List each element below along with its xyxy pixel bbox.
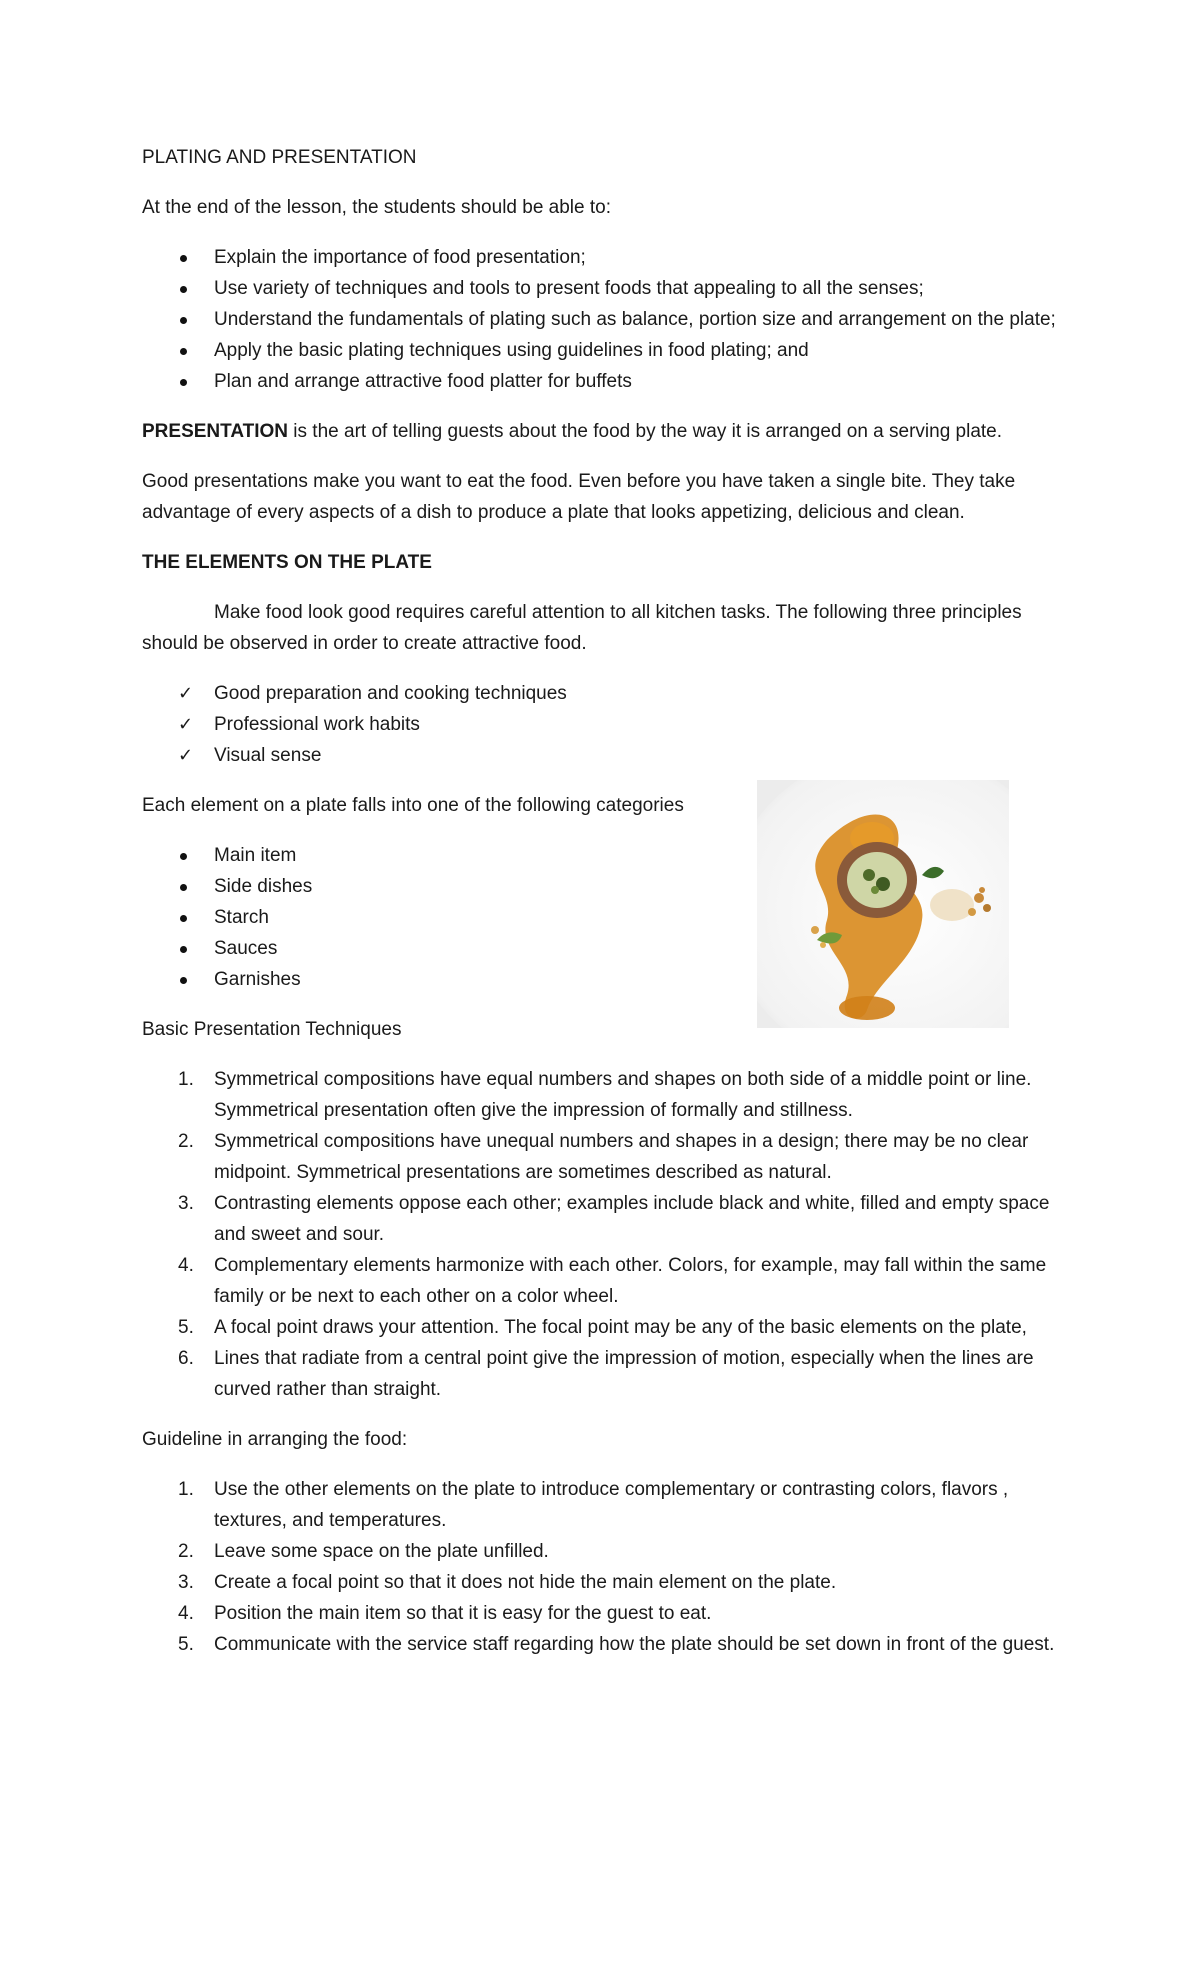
- lesson-intro: At the end of the lesson, the students should be able to:: [142, 197, 611, 218]
- list-item: Sauces: [142, 933, 1062, 964]
- presentation-definition: PRESENTATION is the art of telling guests about the food by the way it is arranged on a serving plate.: [142, 421, 1003, 442]
- list-item: Plan and arrange attractive food platter for buffets: [142, 366, 1062, 397]
- elements-heading: THE ELEMENTS ON THE PLATE: [142, 552, 432, 573]
- techniques-list: [142, 1064, 1062, 1405]
- bullet-icon: [180, 379, 187, 386]
- list-number: 1.: [178, 1069, 194, 1090]
- list-item: 4. Complementary elements harmonize with each other. Colors, for example, may fall within the same family or be next to each other on a color wheel.: [142, 1250, 1062, 1312]
- list-number: 2.: [178, 1131, 194, 1152]
- categories-section: [142, 790, 1062, 1045]
- bullet-icon: [180, 853, 187, 860]
- list-item: 4. Position the main item so that it is easy for the guest to eat.: [142, 1598, 1062, 1629]
- elements-intro: Make food look good requires careful attention to all kitchen tasks. The following three principles should be observed in order to create attractive food.: [142, 602, 1022, 654]
- list-item: 6. Lines that radiate from a central point give the impression of motion, especially when the lines are curved rather than straight.: [142, 1343, 1062, 1405]
- list-item: 3. Contrasting elements oppose each other; examples include black and white, filled and empty space and sweet and sour.: [142, 1188, 1062, 1250]
- good-presentations-paragraph: Good presentations make you want to eat the food. Even before you have taken a single bite. They take advantage of every aspects of a dish to produce a plate that looks appetizing, delicious and clean.: [142, 471, 1016, 523]
- list-number: 4.: [178, 1255, 194, 1276]
- list-item: Main item: [142, 840, 1062, 871]
- list-number: 3.: [178, 1572, 194, 1593]
- objectives-list: [142, 242, 1062, 397]
- list-number: 3.: [178, 1193, 194, 1214]
- list-item: 2. Leave some space on the plate unfilled.: [142, 1536, 1062, 1567]
- check-icon: ✓: [178, 683, 194, 703]
- guidelines-list: [142, 1474, 1062, 1660]
- principles-list: [142, 678, 1062, 771]
- list-number: 4.: [178, 1603, 194, 1624]
- list-item: 5. A focal point draws your attention. The focal point may be any of the basic elements on the plate,: [142, 1312, 1062, 1343]
- list-item: Explain the importance of food presentation;: [142, 242, 1062, 273]
- bullet-icon: [180, 884, 187, 891]
- list-item: ✓ Professional work habits: [142, 709, 1062, 740]
- bullet-icon: [180, 946, 187, 953]
- list-item: 3. Create a focal point so that it does not hide the main element on the plate.: [142, 1567, 1062, 1598]
- document-title: PLATING AND PRESENTATION: [142, 147, 417, 168]
- bullet-icon: [180, 348, 187, 355]
- list-item: Understand the fundamentals of plating such as balance, portion size and arrangement on the plate;: [142, 304, 1062, 335]
- bullet-icon: [180, 977, 187, 984]
- techniques-heading: Basic Presentation Techniques: [142, 1019, 402, 1040]
- list-item: Garnishes: [142, 964, 1062, 995]
- categories-intro: Each element on a plate falls into one of the following categories: [142, 795, 684, 816]
- list-item: ✓ Visual sense: [142, 740, 1062, 771]
- list-number: 6.: [178, 1348, 194, 1369]
- list-item: Side dishes: [142, 871, 1062, 902]
- list-number: 2.: [178, 1541, 194, 1562]
- list-item: Apply the basic plating techniques using guidelines in food plating; and: [142, 335, 1062, 366]
- list-item: 2. Symmetrical compositions have unequal numbers and shapes in a design; there may be no clear midpoint. Symmetrical presentations are sometimes described as natural.: [142, 1126, 1062, 1188]
- list-item: ✓ Good preparation and cooking techniques: [142, 678, 1062, 709]
- bullet-icon: [180, 317, 187, 324]
- list-item: 1. Symmetrical compositions have equal numbers and shapes on both side of a middle point or line. Symmetrical presentation often give the impression of formally and stillness.: [142, 1064, 1062, 1126]
- check-icon: ✓: [178, 714, 194, 734]
- list-number: 5.: [178, 1634, 194, 1655]
- bullet-icon: [180, 255, 187, 262]
- list-item: Use variety of techniques and tools to present foods that appealing to all the senses;: [142, 273, 1062, 304]
- document-page: [142, 142, 1062, 1679]
- list-item: 5. Communicate with the service staff regarding how the plate should be set down in front of the guest.: [142, 1629, 1062, 1660]
- guideline-heading: Guideline in arranging the food:: [142, 1429, 408, 1450]
- list-number: 1.: [178, 1479, 194, 1500]
- list-item: 1. Use the other elements on the plate to introduce complementary or contrasting colors, flavors , textures, and temperatures.: [142, 1474, 1062, 1536]
- check-icon: ✓: [178, 745, 194, 765]
- bullet-icon: [180, 286, 187, 293]
- bullet-icon: [180, 915, 187, 922]
- presentation-term: PRESENTATION: [142, 421, 289, 442]
- list-item: Starch: [142, 902, 1062, 933]
- categories-list: [142, 840, 1062, 995]
- list-number: 5.: [178, 1317, 194, 1338]
